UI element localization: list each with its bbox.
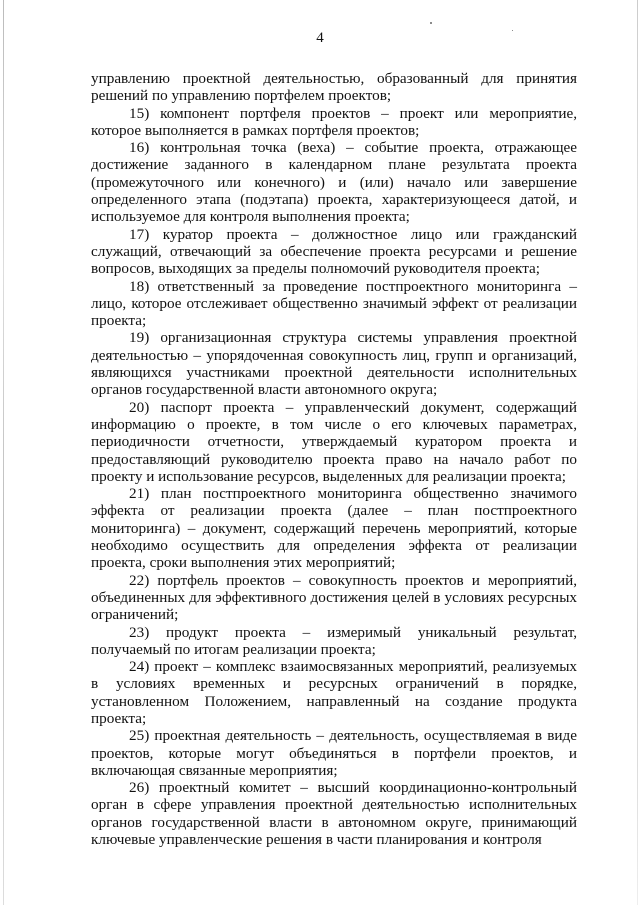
paragraph-item-24: 24) проект – комплекс взаимосвязанных мероприятий, реализуемых в условиях временных и ресурсных ограничений в порядке, установленном Положением, направленный на создание продукта проекта; <box>91 658 577 727</box>
paragraph-item-18: 18) ответственный за проведение постпроектного мониторинга – лицо, которое отслеживает общественно значимый эффект от реализации проекта; <box>91 277 577 330</box>
paragraph-item-21: 21) план постпроектного мониторинга общественно значимого эффекта от реализации проекта (далее – план постпроектного мониторинга) – документ, содержащий перечень мероприятий, которые необходимо осуществить для определения эффекта от реализации проекта, сроки выполнения этих мероприятий; <box>91 485 577 572</box>
paragraph-item-17: 17) куратор проекта – должностное лицо или гражданский служащий, отвечающий за обеспечение проекта ресурсами и решение вопросов, выходящих за пределы полномочий руководителя проекта; <box>91 225 577 278</box>
paragraph-item-16: 16) контрольная точка (веха) – событие проекта, отражающее достижение заданного в календарном плане результата проекта (промежуточного или конечного) и (или) начало или завершение определенного этапа (подэтапа) проекта, характеризующееся датой, и используемое для контроля выполнения проекта; <box>91 139 577 226</box>
paragraph-item-25: 25) проектная деятельность – деятельность, осуществляемая в виде проектов, которые могут объединяться в портфели проектов, и включающая связанные мероприятия; <box>91 727 577 779</box>
paragraph-continuation: управлению проектной деятельностью, образованный для принятия решений по управлению портфелем проектов; <box>91 70 577 105</box>
paragraph-item-22: 22) портфель проектов – совокупность проектов и мероприятий, объединенных для эффективного достижения целей в условиях ресурсных ограничений; <box>91 571 577 624</box>
paragraph-item-19: 19) организационная структура системы управления проектной деятельностью – упорядоченная совокупность лиц, групп и организаций, являющихся участниками проектной деятельности исполнительных органов государственной власти автономного округа; <box>91 329 577 399</box>
scan-speck <box>430 22 432 24</box>
paragraph-item-23: 23) продукт проекта – измеримый уникальный результат, получаемый по итогам реализации проекта; <box>91 623 577 658</box>
paragraph-item-20: 20) паспорт проекта – управленческий документ, содержащий информацию о проекте, в том числе о его ключевых параметрах, периодичности отчетности, утверждаемый куратором проекта и предоставляющий руководителю проекта право на начало работ по проекту и использование ресурсов, выделенных для реализации проекта; <box>91 398 577 485</box>
document-body <box>91 70 577 848</box>
page-number: 4 <box>316 30 324 46</box>
paragraph-item-26: 26) проектный комитет – высший координационно-контрольный орган в сфере управления проектной деятельностью исполнительных органов государственной власти в автономном округе, принимающий ключевые управленческие решения в части планирования и контроля <box>91 779 577 849</box>
scan-edge-left <box>3 0 4 905</box>
paragraph-item-15: 15) компонент портфеля проектов – проект или мероприятие, которое выполняется в рамках портфеля проектов; <box>91 104 577 139</box>
scan-edge-right <box>637 0 638 905</box>
